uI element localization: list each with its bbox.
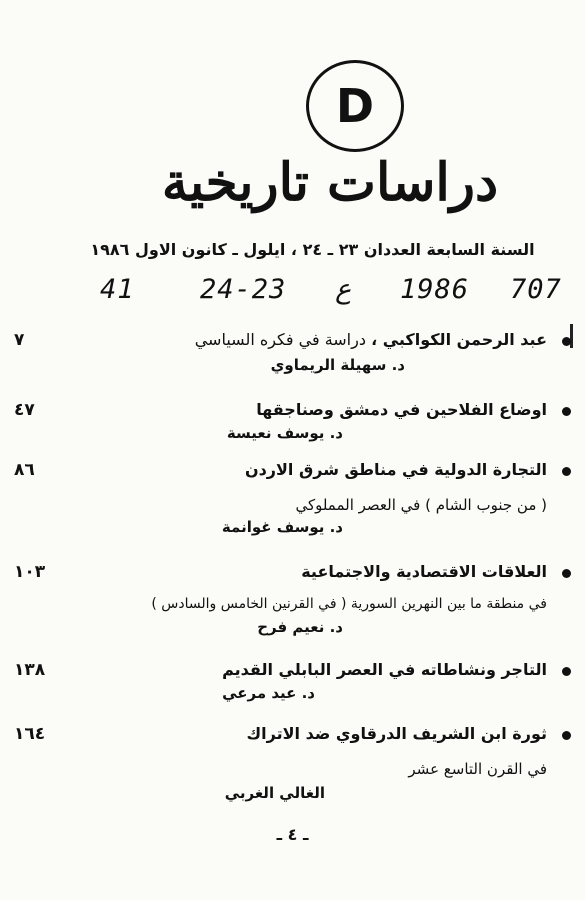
entry-title bbox=[195, 330, 547, 349]
entry-author: د. نعيم فرح bbox=[257, 618, 343, 636]
entry-subtitle: ( من جنوب الشام ) في العصر المملوكي bbox=[295, 496, 547, 514]
entry-page-number: ١٣٨ bbox=[14, 660, 46, 680]
entry-page-number: ١٦٤ bbox=[14, 724, 46, 744]
entry-title: اوضاع الفلاحين في دمشق وصناجقها bbox=[256, 400, 547, 419]
entry-title: التجارة الدولية في مناطق شرق الاردن bbox=[244, 460, 547, 479]
entry-title: التاجر ونشاطاته في العصر البابلي القديم bbox=[222, 660, 547, 679]
bullet-icon bbox=[562, 337, 571, 346]
bullet-icon bbox=[562, 667, 571, 676]
journal-title: دراسات تاريخية bbox=[161, 152, 499, 213]
entry-page-number: ٤٧ bbox=[14, 400, 35, 420]
issue-line: السنة السابعة العددان ٢٣ ـ ٢٤ ، ايلول ـ كانون الاول ١٩٨٦ bbox=[90, 240, 535, 259]
entry-author: الغالي الغربي bbox=[224, 784, 325, 802]
entry-subtitle: في منطقة ما بين النهرين السورية ( في القرنين الخامس والسادس ) bbox=[151, 596, 547, 612]
page-number: ـ ٤ ـ bbox=[276, 825, 309, 844]
entry-page-number: ١٠٣ bbox=[14, 562, 46, 582]
handwritten-note: ع bbox=[335, 274, 352, 305]
entry-author: د. عيد مرعي bbox=[222, 684, 315, 702]
bullet-icon bbox=[562, 569, 571, 578]
handwritten-note: 41 bbox=[100, 274, 135, 305]
entry-title: ثورة ابن الشريف الدرقاوي ضد الاتراك bbox=[246, 724, 547, 743]
entry-title-main: عبد الرحمن الكواكبي ، bbox=[371, 330, 547, 349]
entry-page-number: ٨٦ bbox=[14, 460, 35, 480]
margin-mark bbox=[570, 324, 585, 348]
handwritten-note: 707 bbox=[510, 274, 562, 305]
handwritten-note: 24-23 bbox=[200, 274, 287, 305]
handwritten-note: 1986 bbox=[400, 274, 470, 305]
entry-author: د. يوسف نعيسة bbox=[226, 424, 343, 442]
stamp-letter: D bbox=[335, 79, 375, 133]
entry-author: د. يوسف غوانمة bbox=[221, 518, 343, 536]
entry-subtitle: في القرن التاسع عشر bbox=[408, 760, 547, 778]
entry-title-cont: دراسة في فكره السياسي bbox=[194, 330, 372, 349]
library-stamp bbox=[306, 60, 404, 152]
bullet-icon bbox=[562, 731, 571, 740]
entry-author: د. سهيلة الريماوي bbox=[270, 356, 405, 374]
entry-title: العلاقات الاقتصادية والاجتماعية bbox=[301, 562, 547, 581]
bullet-icon bbox=[562, 407, 571, 416]
bullet-icon bbox=[562, 467, 571, 476]
entry-page-number: ٧ bbox=[14, 330, 25, 350]
